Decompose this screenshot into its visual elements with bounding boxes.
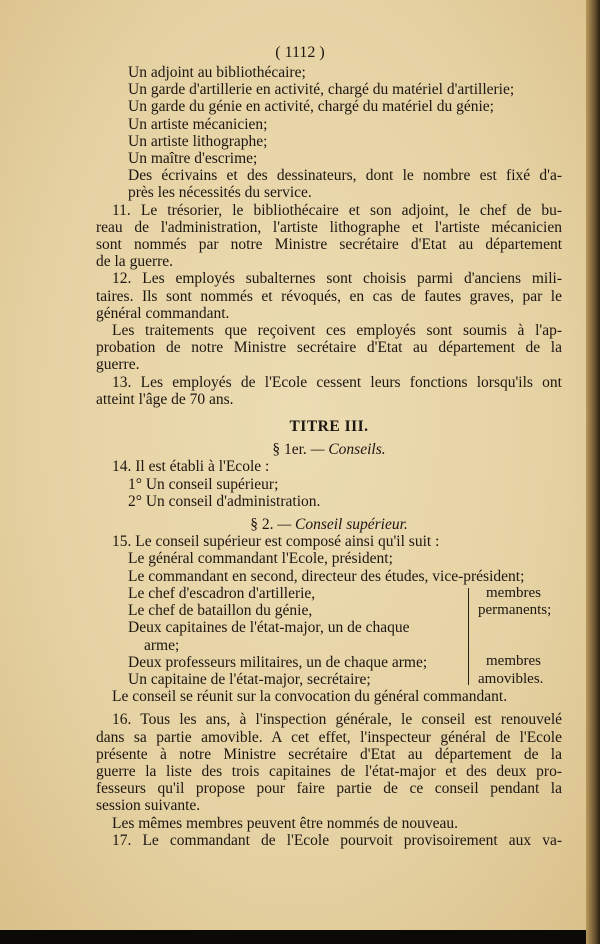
council-members-list	[128, 585, 468, 688]
article-11-line: 11. Le trésorier, le bibliothécaire et son adjoint, le chef de bu-	[112, 201, 562, 219]
article-11-line: sont nommés par notre Ministre secrétaire d'Etat au département	[96, 236, 562, 254]
article-16-line: dans sa partie amovible. A cet effet, l'inspecteur général de l'Ecole	[96, 728, 562, 746]
removable-label-line: amovibles.	[478, 670, 544, 687]
removable-member: Deux professeurs militaires, un de chaque arme;	[128, 653, 428, 671]
article-17-line: 17. Le commandant de l'Ecole pourvoit provisoirement aux va-	[112, 831, 562, 849]
text-line: Un artiste mécanicien;	[128, 115, 268, 133]
article-14-line: 2° Un conseil d'administration.	[128, 492, 321, 510]
traitements-line: Les traitements que reçoivent ces employés sont soumis à l'ap-	[112, 322, 562, 340]
permanent-label	[478, 585, 568, 619]
article-16-line: 16. Tous les ans, à l'inspection générale, le conseil est renouvelé	[112, 711, 562, 729]
article-16-line: fesseurs qu'il propose pour faire partie de ce conseil pendant la	[96, 780, 562, 798]
article-16-line: guerre la liste des trois capitaines de l'état-major et des deux pro-	[96, 762, 562, 780]
text-line: Un garde d'artillerie en activité, chargé du matériel d'artillerie;	[128, 81, 515, 99]
article-15-intro: 15. Le conseil supérieur est composé ainsi qu'il suit :	[112, 533, 440, 551]
article-11-line: reau de l'administration, l'artiste lithographe et l'artiste mécanicien	[96, 218, 562, 236]
permanent-member: Le chef d'escadron d'artillerie,	[128, 584, 316, 602]
removable-member: Un capitaine de l'état-major, secrétaire;	[128, 670, 371, 688]
article-11-line: de la guerre.	[96, 253, 174, 271]
article-13-line: atteint l'âge de 70 ans.	[96, 390, 234, 408]
article-14-line: 14. Il est établi à l'Ecole :	[112, 458, 270, 476]
removable-label-line: membres	[486, 653, 541, 670]
text-line: Un adjoint au bibliothécaire;	[128, 64, 306, 81]
article-15-line: Le général commandant l'Ecole, président;	[128, 550, 393, 568]
section-1-title: — Conseils.	[310, 441, 386, 459]
removable-member: Deux capitaines de l'état-major, un de chaque	[128, 619, 410, 637]
article-14-line: 1° Un conseil supérieur;	[128, 475, 279, 493]
text-line: Un garde du génie en activité, chargé du matériel du génie;	[128, 98, 494, 116]
section-1-number: § 1er.	[272, 441, 307, 459]
traitements-line: probation de notre Ministre secrétaire d'Etat au département de la	[96, 339, 562, 357]
removable-label	[478, 653, 568, 687]
article-13-line: 13. Les employés de l'Ecole cessent leurs fonctions lorsqu'ils ont	[112, 373, 562, 391]
text-line: Un artiste lithographe;	[128, 132, 268, 150]
body-text	[96, 64, 562, 849]
section-2-number: § 2.	[250, 516, 274, 534]
article-16-line: présente à notre Ministre secrétaire d'Etat au département de la	[96, 745, 562, 763]
removable-member: arme;	[144, 636, 180, 654]
article-12-line: 12. Les employés subalternes sont choisis parmi d'anciens mili-	[112, 270, 562, 288]
brace-divider	[468, 588, 478, 685]
section-1-heading	[96, 441, 562, 458]
book-spine-edge	[586, 0, 600, 944]
member-group-labels	[478, 585, 568, 688]
article-12-line: général commandant.	[96, 304, 230, 322]
council-composition	[96, 585, 562, 688]
article-15-closing: Le conseil se réunit sur la convocation du général commandant.	[112, 688, 508, 706]
section-2-heading	[96, 516, 562, 533]
article-15-line: Le commandant en second, directeur des études, vice-président;	[128, 567, 525, 585]
page-number: ( 1112 )	[275, 44, 325, 61]
permanent-member: Le chef de bataillon du génie,	[128, 602, 313, 620]
memes-membres-line: Les mêmes membres peuvent être nommés de nouveau.	[112, 814, 459, 832]
titre-heading: TITRE III.	[289, 418, 369, 436]
article-16-line: session suivante.	[96, 797, 201, 815]
text-line: Des écrivains et des dessinateurs, dont le nombre est fixé d'a-	[128, 167, 562, 185]
article-12-line: taires. Ils sont nommés et révoqués, en cas de fautes graves, par le	[96, 287, 562, 305]
permanent-label-line: membres	[486, 584, 541, 601]
permanent-label-line: permanents;	[478, 602, 552, 619]
traitements-line: guerre.	[96, 356, 140, 374]
section-2-title: — Conseil supérieur.	[277, 516, 408, 534]
text-line: Un maître d'escrime;	[128, 150, 258, 168]
text-line: près les nécessités du service.	[128, 184, 312, 202]
